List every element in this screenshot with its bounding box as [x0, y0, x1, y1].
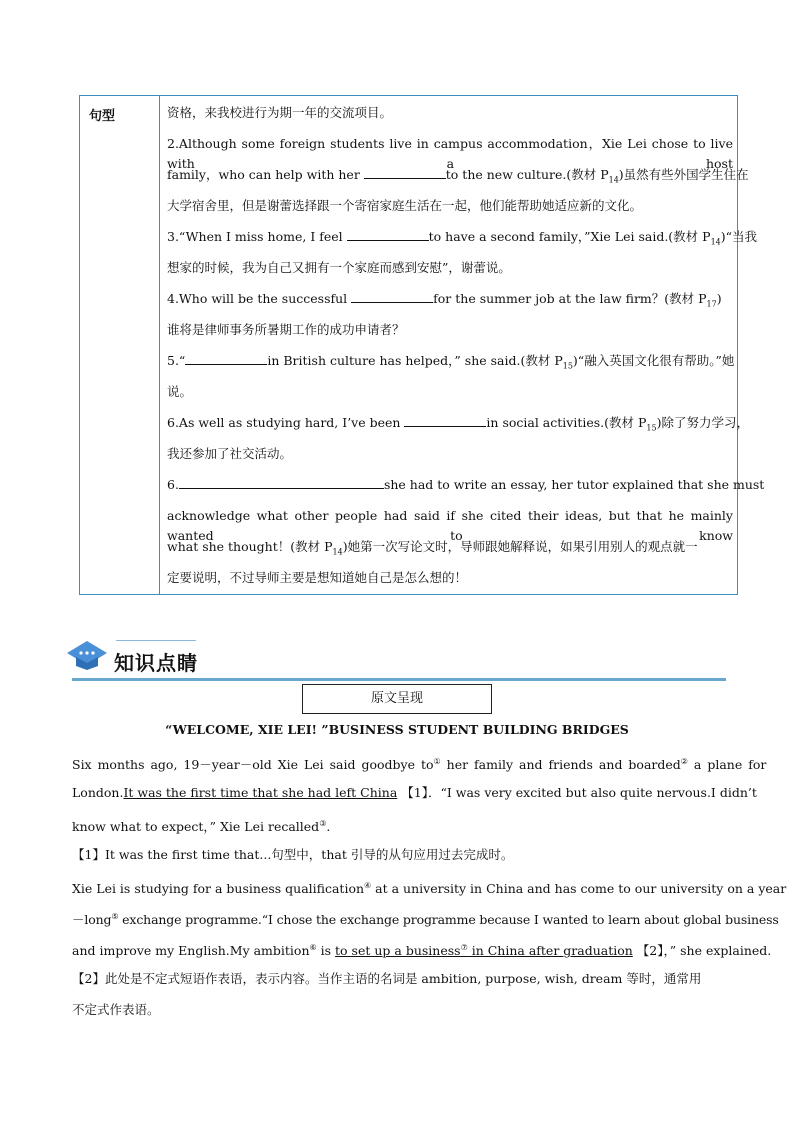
line-0: 资格，来我校进行为期一年的交流项目。 — [167, 105, 393, 120]
sentence-4-line-b: 谁将是律师事务所暑期工作的成功申请者？ — [167, 322, 405, 337]
sentence-pattern-table — [79, 95, 765, 595]
passage-line-5: －long⑤ exchange programme.“I chose the exchange programme because I wanted to learn about global business — [72, 912, 779, 928]
sentence-4-line-a: 4.Who will be the successful for the summer job at the law firm？(教材 $P_{17}$) — [167, 291, 722, 309]
answer-blank — [347, 228, 429, 241]
sentence-6-line-a: 6.As well as studying hard, I’ve been in social activities.(教材 $P_{15}$)除了努力学习， — [167, 415, 749, 433]
sentence-7-line-b: acknowledge what other people had said if she cited their ideas, but that he mainly wanted to know — [167, 508, 733, 543]
answer-blank — [351, 290, 433, 303]
sentence-2-line-c: 大学宿舍里，但是谢蕾选择跟一个寄宿家庭生活在一起，他们能帮助她适应新的文化。 — [167, 198, 643, 213]
graduation-cap-icon — [66, 639, 108, 671]
sentence-5-line-b: 说。 — [167, 384, 193, 399]
answer-blank — [179, 476, 384, 489]
sentence-2-line-a: 2.Although some foreign students live in campus accommodation，Xie Lei chose to live with a host — [167, 136, 733, 171]
sentence-3-line-a: 3.“When I miss home, I feel to have a second family，”Xie Lei said.(教材 $P_{14})“$当我 — [167, 229, 758, 247]
note-1: 【1】It was the first time that...句型中，that 引导的从句应用过去完成时。 — [72, 847, 514, 862]
sentence-5-line-a: 5.“ in British culture has helped，” she said.(教材 $P_{15})“$融入英国文化很有帮助。”她 — [167, 353, 735, 371]
header-rule — [72, 678, 726, 681]
passage-line-1: Six months ago, 19－year－old Xie Lei said goodbye to① her family and friends and boarded② a plane for — [72, 757, 767, 773]
header-accent-line — [116, 640, 196, 641]
answer-blank — [185, 352, 267, 365]
section-header — [66, 637, 726, 683]
passage-line-6: and improve my English.My ambition⑥ is to set up a business⑦ in China after graduation 【2】，” she explained. — [72, 943, 772, 959]
note-2-line-b: 不定式作表语。 — [72, 1002, 160, 1017]
sentence-6-line-b: 我还参加了社交活动。 — [167, 446, 293, 461]
original-text-box: 原文呈现 — [302, 684, 492, 714]
passage-heading: “WELCOME, XIE LEI! ”BUSINESS STUDENT BUILDING BRIDGES — [165, 722, 629, 737]
underlined-sentence: It was the first time that she had left China — [123, 785, 398, 800]
passage-line-3: know what to expect，” Xie Lei recalled③. — [72, 819, 331, 835]
table-label: 句型 — [80, 96, 160, 594]
sentence-2-line-b: family，who can help with her to the new culture.(教材 $P_{14}$)虽然有些外国学生住在 — [167, 167, 749, 185]
passage-line-4: Xie Lei is studying for a business qualification④ at a university in China and has come to our university on a year — [72, 881, 787, 897]
sentence-7-line-a: 6. she had to write an essay, her tutor explained that she must — [167, 477, 765, 492]
sentence-7-line-d: 定要说明，不过导师主要是想知道她自己是怎么想的！ — [167, 570, 468, 585]
answer-blank — [404, 414, 486, 427]
answer-blank — [364, 166, 446, 179]
passage-line-2: London.It was the first time that she had left China 【1】．“I was very excited but also quite nervous.I didn’t — [72, 785, 757, 800]
sentence-7-line-c: what she thought！(教材 $P_{14}$)她第一次写论文时，导师跟她解释说，如果引用别人的观点就一 — [167, 539, 698, 557]
sentence-3-line-b: 想家的时候，我为自己又拥有一个家庭而感到安慰”，谢蕾说。 — [167, 260, 511, 275]
underlined-phrase: to set up a business⑦ in China after graduation — [335, 943, 633, 959]
section-title: 知识点睛 — [114, 651, 198, 675]
note-2-line-a: 【2】此处是不定式短语作表语，表示内容。当作主语的名词是 ambition, purpose, wish, dream 等时，通常用 — [72, 971, 702, 986]
